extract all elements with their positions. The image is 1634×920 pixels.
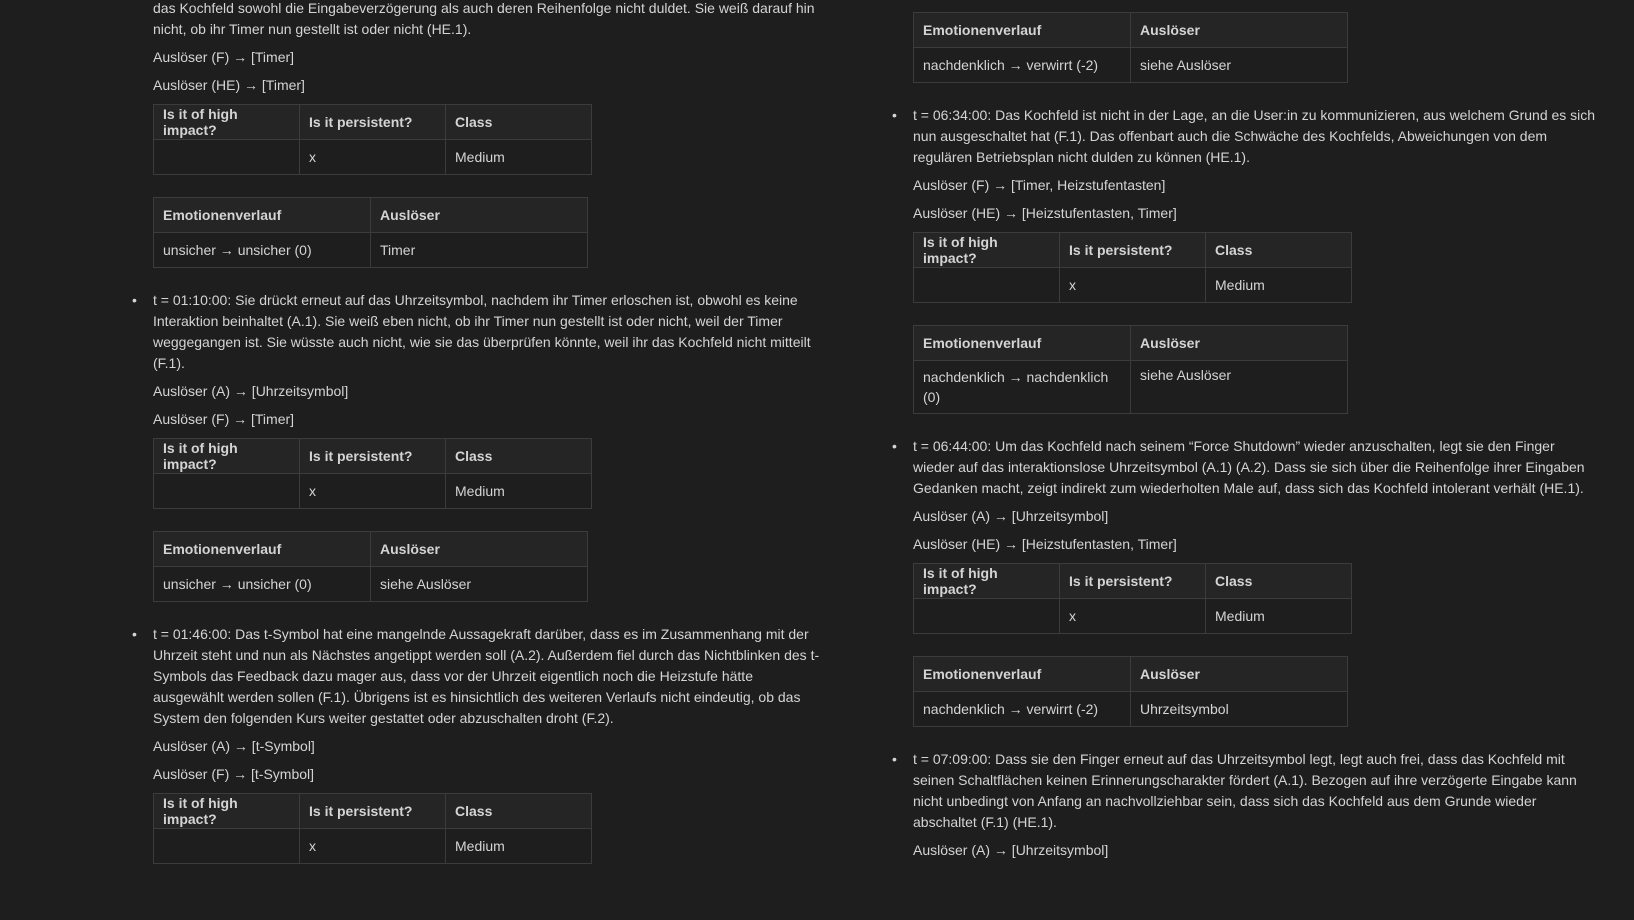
trigger-line: Auslöser (A) → [Uhrzeitsymbol]: [913, 842, 1109, 858]
class-cell: Medium: [1206, 599, 1352, 634]
trigger-header: Auslöser: [1131, 13, 1348, 48]
emotion-cell: nachdenklich → verwirrt (-2): [914, 48, 1131, 83]
list-item: [886, 436, 1598, 727]
class-header: Class: [446, 794, 592, 829]
emotion-cell: nachdenklich → nachdenklich (0): [914, 361, 1131, 414]
trigger-header: Auslöser: [371, 198, 588, 233]
persistent-header: Is it persistent?: [300, 105, 446, 140]
trigger-line: Auslöser (F) → [Timer]: [153, 49, 295, 65]
emotion-cell: nachdenklich → verwirrt (-2): [914, 692, 1131, 727]
entry-text: • t = 01:46:00: Das t-Symbol hat eine mangelnde Aussagekraft darüber, dass es im Zusammenhang mit der Uhrzeit steht und nun als Nächstes angetippt werden soll (A.2). Außerdem fiel durch das Nichtblinken des t-Symbols das Feedback dazu mager aus, dass vor der Uhrzeit eigentlich noch die Heizstufe hätte ausgewählt werden sollen (F.1). Übrigens ist es hinsichtlich des weiteren Verlaufs nicht eindeutig, ob das System den folgenden Kurs weiter gestattet oder abzuschalten droht (F.2).: [153, 626, 820, 726]
persistent-cell: x: [1060, 599, 1206, 634]
trigger-header: Auslöser: [1131, 657, 1348, 692]
timeline-list: [126, 290, 826, 864]
impact-table: [153, 793, 592, 864]
impact-cell: [154, 474, 300, 509]
persistent-header: Is it persistent?: [300, 439, 446, 474]
impact-cell: [914, 268, 1060, 303]
persistent-cell: x: [300, 474, 446, 509]
class-header: Class: [446, 439, 592, 474]
trigger-line: Auslöser (HE) → [Heizstufentasten, Timer]: [913, 536, 1177, 552]
list-item: [126, 290, 826, 602]
trigger-cell: Timer: [371, 233, 588, 268]
class-cell: Medium: [446, 140, 592, 175]
impact-table: [153, 438, 592, 509]
class-header: Class: [1206, 233, 1352, 268]
entry-text: • t = 06:44:00: Um das Kochfeld nach seinem “Force Shutdown” wieder anzuschalten, legt sie den Finger wieder auf das interaktionslose Uhrzeitsymbol (A.1) (A.2). Dass sie sich über die Reihenfolge ihrer Eingaben Gedanken macht, zeigt indirekt zum wiederholten Male auf, dass sich das Kochfeld intolerant verhält (HE.1).: [913, 438, 1585, 496]
class-cell: Medium: [1206, 268, 1352, 303]
emotion-table: [153, 531, 588, 602]
emotion-header: Emotionenverlauf: [914, 13, 1131, 48]
emotion-table: [913, 12, 1348, 83]
intro-section: [153, 0, 826, 268]
trigger-line: Auslöser (HE) → [Timer]: [153, 77, 305, 93]
class-header: Class: [446, 105, 592, 140]
emotion-cell: unsicher → unsicher (0): [154, 233, 371, 268]
emotion-header: Emotionenverlauf: [154, 198, 371, 233]
impact-header: Is it of high impact?: [914, 233, 1060, 268]
entry-text: • t = 07:09:00: Dass sie den Finger erneut auf das Uhrzeitsymbol legt, legt auch frei, dass das Kochfeld mit seinen Schaltflächen keinen Erinnerungscharakter fördert (A.1). Bezogen auf ihre verzögerte Eingabe kann nicht unbedingt von Anfang an nachvollziehbar sein, dass sich das Kochfeld aus dem Grunde wieder abschaltet (F.1) (HE.1).: [913, 751, 1577, 830]
impact-cell: [154, 140, 300, 175]
class-cell: Medium: [446, 829, 592, 864]
emotion-table: [913, 656, 1348, 727]
impact-header: Is it of high impact?: [154, 794, 300, 829]
class-header: Class: [1206, 564, 1352, 599]
trigger-cell: siehe Auslöser: [1131, 361, 1348, 414]
list-item: [886, 749, 1598, 861]
trigger-line: Auslöser (A) → [Uhrzeitsymbol]: [913, 508, 1109, 524]
persistent-header: Is it persistent?: [1060, 233, 1206, 268]
trigger-line: Auslöser (F) → [Timer, Heizstufentasten]: [913, 177, 1166, 193]
trigger-cell: siehe Auslöser: [371, 567, 588, 602]
persistent-cell: x: [300, 140, 446, 175]
trigger-line: Auslöser (F) → [t-Symbol]: [153, 766, 315, 782]
impact-header: Is it of high impact?: [154, 105, 300, 140]
list-item: [886, 105, 1598, 414]
emotion-table: [153, 197, 588, 268]
trigger-cell: siehe Auslöser: [1131, 48, 1348, 83]
intro-paragraph: das Kochfeld sowohl die Eingabeverzögerung als auch deren Reihenfolge nicht duldet. Sie weiß darauf hin nicht, ob ihr Timer nun gestellt ist oder nicht (HE.1).: [153, 0, 815, 37]
impact-table: [913, 232, 1352, 303]
emotion-header: Emotionenverlauf: [154, 532, 371, 567]
impact-cell: [154, 829, 300, 864]
timeline-list: [886, 105, 1598, 861]
impact-cell: [914, 599, 1060, 634]
class-cell: Medium: [446, 474, 592, 509]
right-column: [886, 12, 1598, 868]
emotion-header: Emotionenverlauf: [914, 326, 1131, 361]
emotion-header: Emotionenverlauf: [914, 657, 1131, 692]
impact-table: [153, 104, 592, 175]
emotion-table: [913, 325, 1348, 414]
entry-text: • t = 06:34:00: Das Kochfeld ist nicht in der Lage, an die User:in zu kommunizieren, aus welchem Grund es sich nun ausgeschaltet hat (F.1). Das offenbart auch die Schwäche des Kochfelds, Abweichungen von dem regulären Betriebsplan nicht dulden zu können (HE.1).: [913, 107, 1596, 165]
persistent-cell: x: [1060, 268, 1206, 303]
trigger-line: Auslöser (F) → [Timer]: [153, 411, 295, 427]
persistent-cell: x: [300, 829, 446, 864]
trigger-line: Auslöser (HE) → [Heizstufentasten, Timer]: [913, 205, 1177, 221]
persistent-header: Is it persistent?: [300, 794, 446, 829]
trigger-header: Auslöser: [371, 532, 588, 567]
trigger-line: Auslöser (A) → [Uhrzeitsymbol]: [153, 383, 349, 399]
persistent-header: Is it persistent?: [1060, 564, 1206, 599]
trigger-header: Auslöser: [1131, 326, 1348, 361]
emotion-cell: unsicher → unsicher (0): [154, 567, 371, 602]
trigger-cell: Uhrzeitsymbol: [1131, 692, 1348, 727]
top-section: [913, 12, 1598, 83]
entry-text: • t = 01:10:00: Sie drückt erneut auf das Uhrzeitsymbol, nachdem ihr Timer erloschen ist, obwohl es keine Interaktion beinhaltet (A.1). Sie weiß eben nicht, ob ihr Timer nun gestellt ist oder nicht, weil der Timer weggegangen ist. Sie wüsste auch nicht, wie sie das überprüfen könnte, weil ihr das Kochfeld nicht mitteilt (F.1).: [153, 292, 811, 371]
trigger-line: Auslöser (A) → [t-Symbol]: [153, 738, 315, 754]
impact-header: Is it of high impact?: [154, 439, 300, 474]
impact-table: [913, 563, 1352, 634]
list-item: [126, 624, 826, 864]
impact-header: Is it of high impact?: [914, 564, 1060, 599]
left-column: [126, 0, 826, 886]
